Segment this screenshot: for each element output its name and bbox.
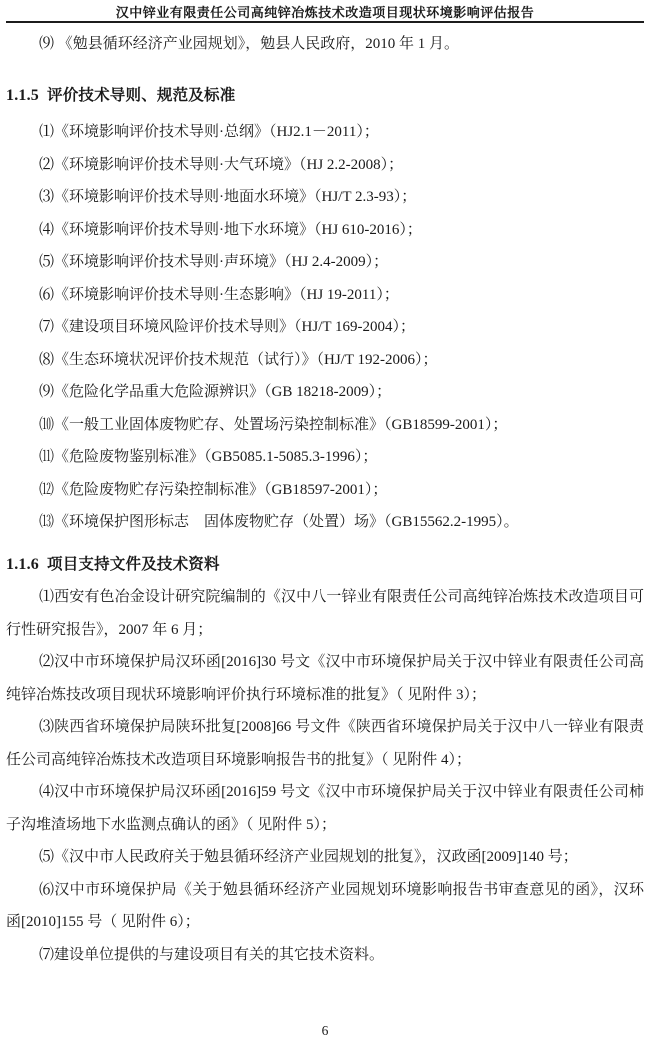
- list-item: ⑵《环境影响评价技术导则·大气环境》（HJ 2.2-2008）；: [39, 156, 404, 173]
- section-number: 1.1.5: [6, 86, 39, 104]
- list-item: ⑺建设单位提供的与建设项目有关的其它技术资料。: [39, 946, 385, 963]
- list-item: ⑹《环境影响评价技术导则·生态影响》（HJ 19-2011）；: [39, 286, 399, 303]
- list-item: ⑸《环境影响评价技术导则·声环境》（HJ 2.4-2009）；: [39, 254, 389, 270]
- list-item: ⑴西安有色冶金设计研究院编制的《汉中八一锌业有限责任公司高纯锌冶炼技术改造项目可行性研究报告》，2007 年 6 月；: [6, 589, 644, 638]
- section-heading-1-1-5: [6, 80, 644, 113]
- section-heading-1-1-6: [6, 549, 644, 582]
- list-item: ⑶陕西省环境保护局陕环批复[2008]66 号文件《陕西省环境保护局关于汉中八一锌业有限责任公司高纯锌冶炼技术改造项目环境影响报告书的批复》（ 见附件 4）；: [6, 719, 644, 768]
- list-item: ⑻《生态环境状况评价技术规范（试行）》（HJ/T 192-2006）；: [39, 351, 438, 368]
- list-item: ⑹汉中市环境保护局《关于勉县循环经济产业园规划环境影响报告书审查意见的函》，汉环函[2010]155 号（ 见附件 6）；: [6, 881, 644, 930]
- list-item: ⒀《环境保护图形标志 固体废物贮存（处置）场》（GB15562.2-1995）。: [39, 514, 519, 530]
- section-title: 项目支持文件及技术资料: [47, 555, 220, 573]
- section-title: 评价技术导则、规范及标准: [47, 86, 236, 104]
- document-body: [0, 28, 650, 971]
- list-item: ⑿《危险废物贮存污染控制标准》（GB18597-2001）；: [39, 481, 388, 498]
- list-item: ⑸《汉中市人民政府关于勉县循环经济产业园规划的批复》，汉政函[2009]140 号；: [39, 849, 578, 865]
- running-header-title: 汉中锌业有限责任公司高纯锌冶炼技术改造项目现状环境影响评估报告: [115, 5, 535, 20]
- list-item: ⑶《环境影响评价技术导则·地面水环境》（HJ/T 2.3-93）；: [39, 189, 417, 205]
- running-header: [6, 0, 644, 23]
- list-item: ⑼《危险化学品重大危险源辨识》（GB 18218-2009）；: [39, 384, 392, 400]
- list-item: ⑵汉中市环境保护局汉环函[2016]30 号文《汉中市环境保护局关于汉中锌业有限责任公司高纯锌冶炼技改项目现状环境影响评价执行环境标准的批复》（ 见附件 3）；: [6, 654, 644, 703]
- reference-item: ⑼ 《勉县循环经济产业园规划》，勉县人民政府，2010 年 1 月。: [39, 36, 460, 52]
- page-number: 6: [321, 1023, 329, 1038]
- list-item: ⑷《环境影响评价技术导则·地下水环境》（HJ 610-2016）；: [39, 221, 422, 238]
- list-item: ⑴《环境影响评价技术导则·总纲》（HJ2.1－2011）；: [39, 124, 379, 140]
- section-number: 1.1.6: [6, 555, 39, 573]
- list-item: ⑷汉中市环境保护局汉环函[2016]59 号文《汉中市环境保护局关于汉中锌业有限责任公司柿子沟堆渣场地下水监测点确认的函》（ 见附件 5）；: [6, 784, 644, 833]
- list-item: ⑾《危险废物鉴别标准》（GB5085.1-5085.3-1996）；: [39, 449, 378, 465]
- list-item: ⑺《建设项目环境风险评价技术导则》（HJ/T 169-2004）；: [39, 319, 415, 335]
- list-item: ⑽《一般工业固体废物贮存、处置场污染控制标准》（GB18599-2001）；: [39, 416, 508, 433]
